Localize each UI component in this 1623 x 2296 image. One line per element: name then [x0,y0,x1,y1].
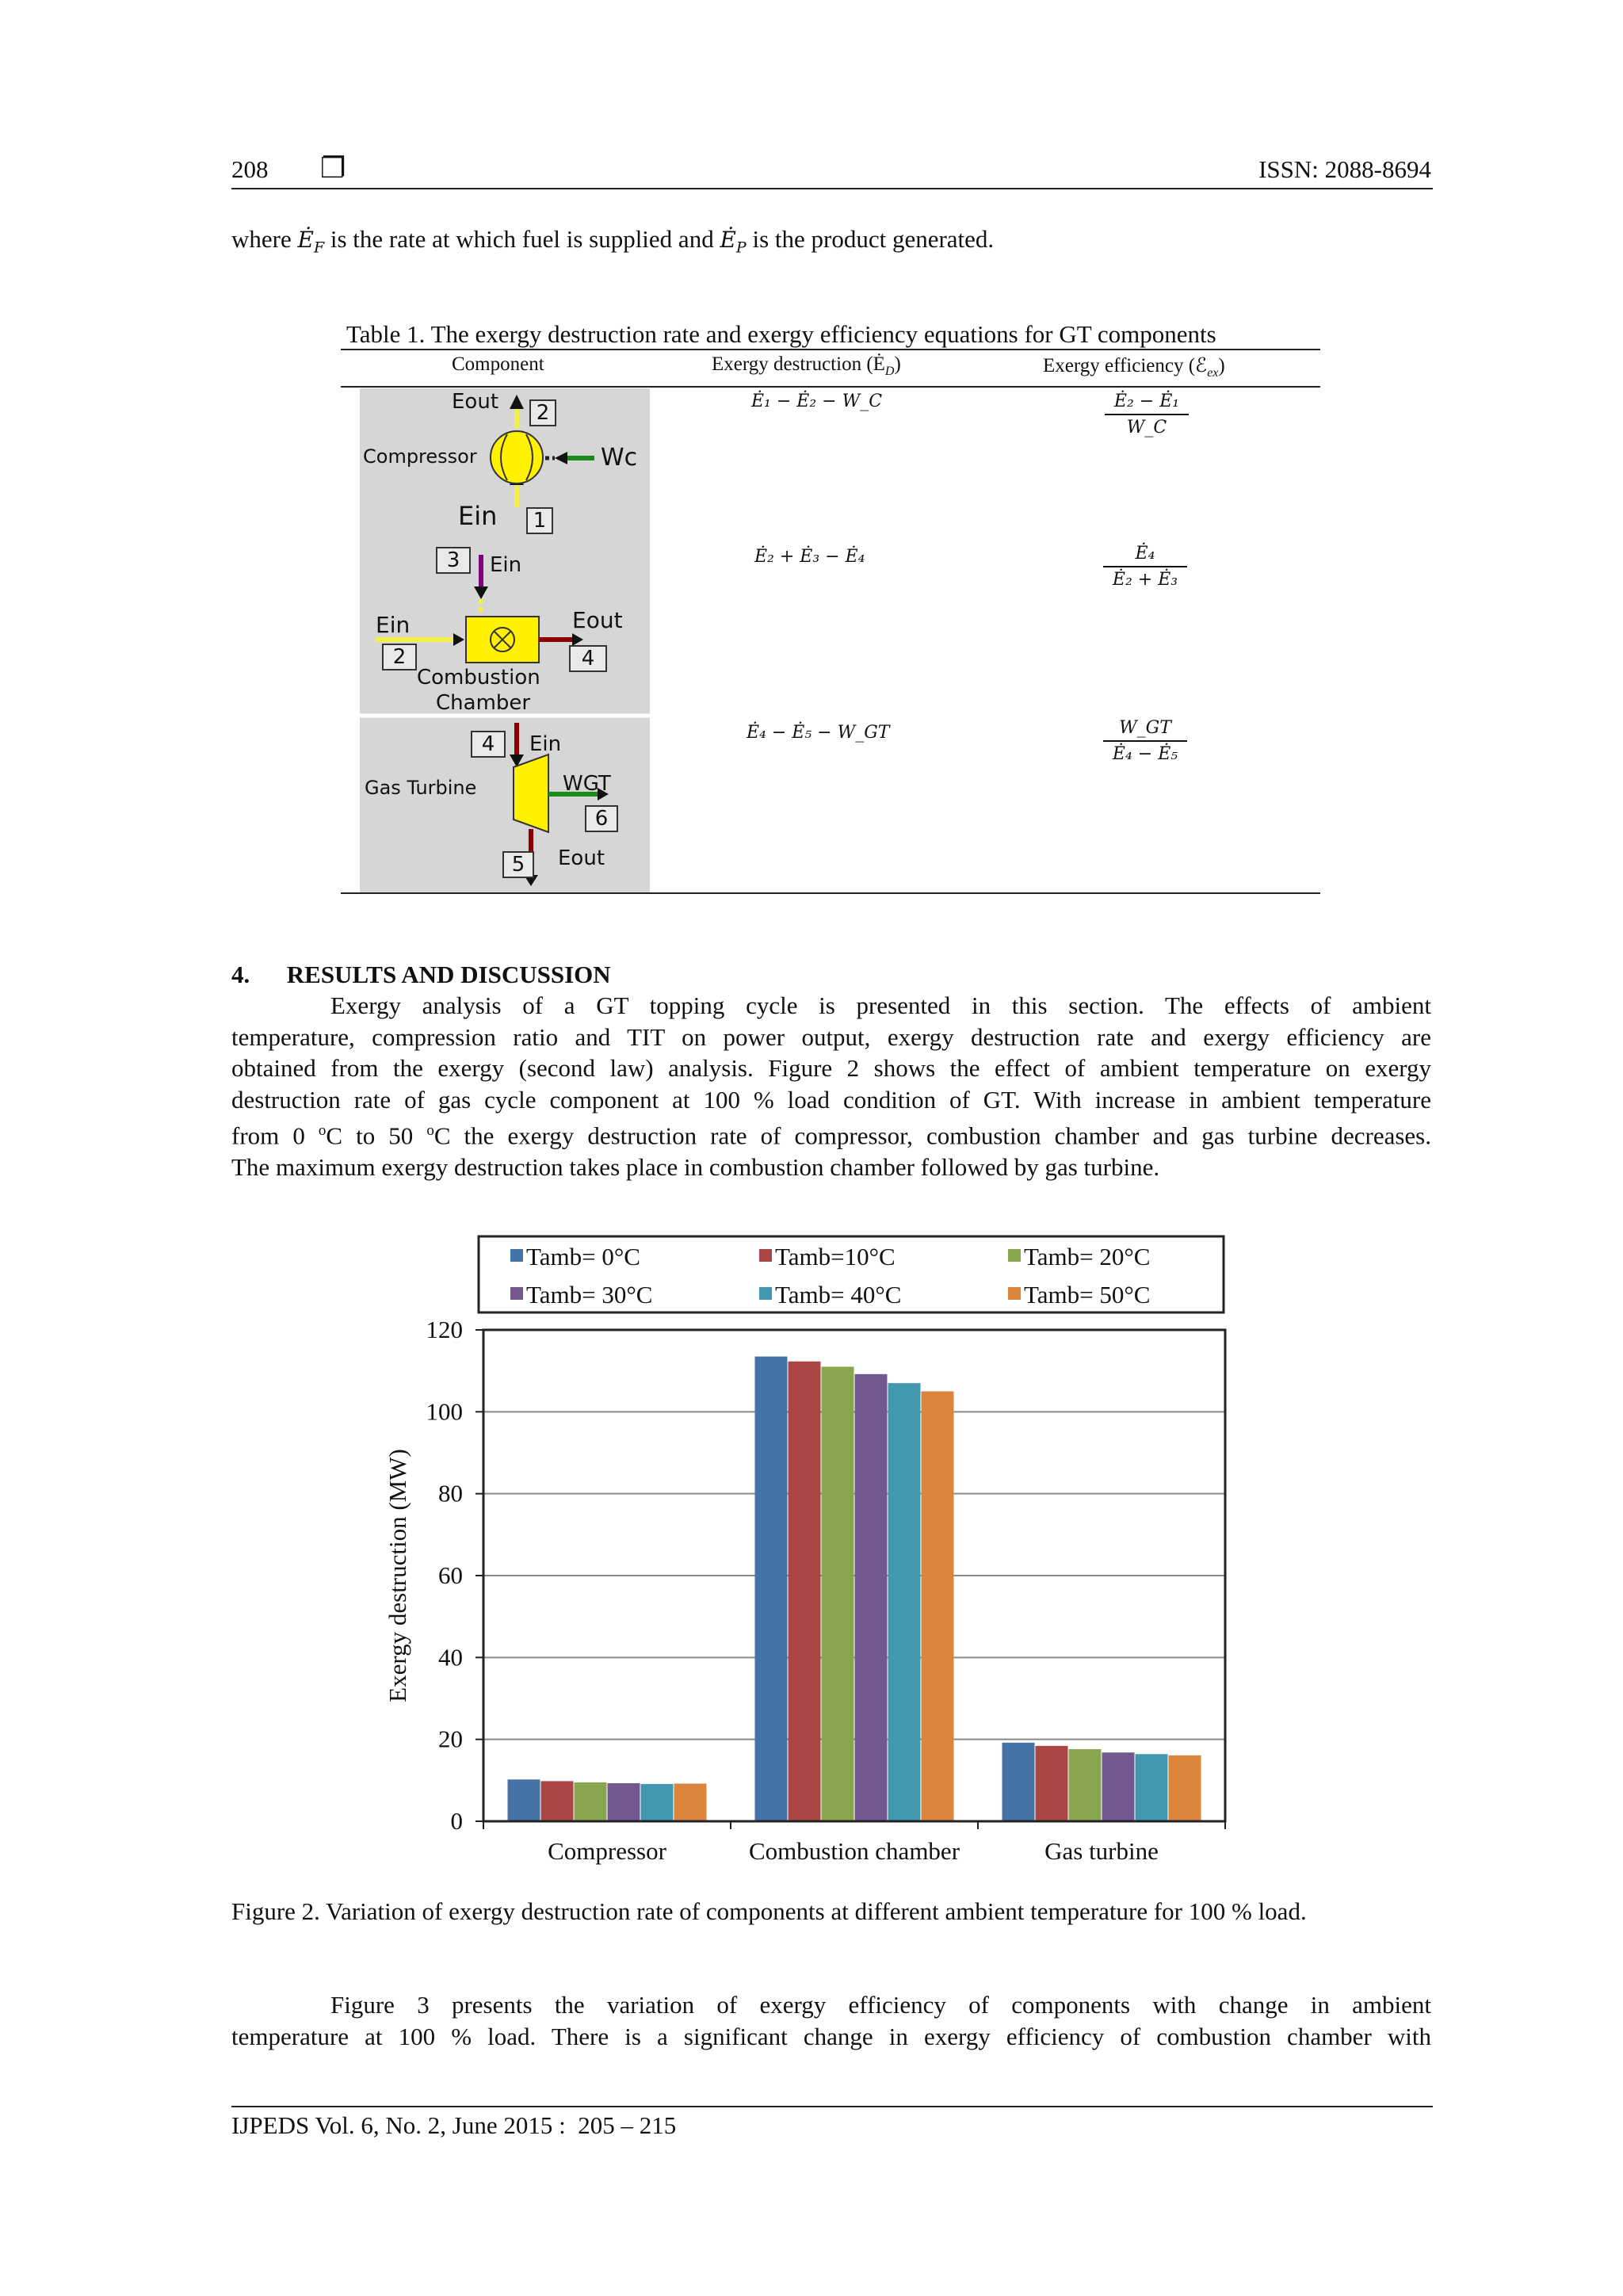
y-tick-label: 100 [426,1397,463,1426]
bar [674,1783,707,1821]
bar [789,1362,821,1821]
bar [508,1779,540,1821]
label-wgt: WGT [563,772,611,796]
legend-swatch [759,1249,772,1262]
bar [755,1357,788,1821]
eq-eff-den-gas-turbine: Ė₄ − Ė₅ [1112,744,1178,764]
figure-caption: Figure 2. Variation of exergy destruction rate of components at different ambient temperature for 100 % load. [231,1897,1307,1925]
category-label: Compressor [548,1837,666,1865]
box-6: 6 [585,805,618,832]
chart-svg [349,1228,1316,1878]
eq-destruction-combustion: Ė₂ + Ė₃ − Ė₄ [754,547,865,567]
intro-text-1: where [231,225,298,253]
bar [922,1392,954,1822]
label-chamber: Chamber [436,691,531,715]
legend-swatch [510,1249,523,1262]
symbol-ep: Ė [720,227,736,253]
box-glyph-icon: ❐ [320,152,346,185]
box-3: 3 [436,547,471,574]
table-caption: Table 1. The exergy destruction rate and exergy efficiency equations for GT components [346,320,1216,348]
line5-sup1: o [318,1122,327,1139]
eq-eff-num-combustion: Ė₄ [1135,544,1155,563]
label-combustion: Combustion [417,666,540,690]
label-gas-turbine: Gas Turbine [365,777,477,799]
y-tick-label: 60 [438,1561,463,1589]
bar [641,1784,674,1821]
label-compressor: Compressor [363,445,477,468]
section-line-2: temperature, compression ratio and TIT on power output, exergy destruction rate and exergy efficiency are [231,1022,1431,1051]
section-line-3: obtained from the exergy (second law) analysis. Figure 2 shows the effect of ambient temperature on exergy [231,1054,1431,1082]
y-tick-label: 40 [438,1643,463,1671]
header-destruction-text: Exergy destruction (Ė [712,353,885,375]
header-efficiency-text: Exergy efficiency (ℰ [1043,355,1208,376]
bar [541,1781,574,1821]
header-rule [231,188,1433,189]
section-line-4: destruction rate of gas cycle component at 100 % load condition of GT. With increase in ambient temperature [231,1085,1431,1114]
legend-label: Tamb=10°C [775,1243,896,1270]
bar [855,1374,888,1821]
legend-swatch [510,1287,523,1300]
bar [1069,1749,1102,1821]
label-eout-gt: Eout [558,846,605,870]
legend-label: Tamb= 30°C [526,1281,653,1308]
fraction-bar [1103,566,1187,567]
table-header-component: Component [452,353,544,375]
label-ein-compressor: Ein [458,501,498,531]
symbol-ef: Ė [297,227,314,253]
label-eout-compressor: Eout [452,390,499,414]
issn: ISSN: 2088-8694 [1258,155,1431,183]
section-heading: 4. RESULTS AND DISCUSSION [231,961,611,988]
legend-label: Tamb= 0°C [526,1243,640,1270]
label-ein-gt: Ein [529,732,562,756]
para2-line-1: Figure 3 presents the variation of exergy efficiency of components with change in ambient [330,1991,1431,2019]
para2-line-2: temperature at 100 % load. There is a significant change in exergy efficiency of combustion chamber with [231,2022,1431,2050]
legend-label: Tamb= 20°C [1024,1243,1151,1270]
y-tick-label: 80 [438,1479,463,1507]
eq-eff-num-gas-turbine: W_GT [1119,718,1171,738]
bar [1036,1746,1068,1821]
eq-efficiency-combustion [1103,544,1187,590]
y-axis-label: Exergy destruction (MW) [384,1449,411,1702]
line5-b: C to 50 [326,1121,427,1150]
label-eout-cc: Eout [572,607,623,633]
bar [822,1367,854,1822]
eq-eff-den-compressor: W_C [1126,418,1167,437]
symbol-ef-sub: F [313,239,325,257]
legend-swatch [1008,1287,1021,1300]
bar [1136,1754,1168,1821]
legend-label: Tamb= 50°C [1024,1281,1151,1308]
footer-text: IJPEDS Vol. 6, No. 2, June 2015 : 205 – 215 [231,2111,677,2139]
line5-a: from 0 [231,1121,319,1150]
symbol-ep-sub: P [735,239,747,257]
eq-destruction-compressor: Ė₁ − Ė₂ − W_C [751,392,883,411]
bar [1169,1755,1201,1821]
section-line-6: The maximum exergy destruction takes place in combustion chamber followed by gas turbine. [231,1152,1160,1181]
legend-swatch [759,1287,772,1300]
table-header-destruction [712,353,901,379]
bar [1102,1752,1135,1821]
table-header-efficiency [1043,353,1225,380]
eq-efficiency-compressor [1105,392,1189,437]
y-tick-label: 120 [426,1316,463,1343]
intro-text-2: is the rate at which fuel is supplied and [324,225,720,253]
intro-line [231,225,994,257]
label-ein-cc-left: Ein [376,612,411,638]
box-2-left: 2 [382,644,417,670]
header-efficiency-close: ) [1218,355,1225,376]
label-wc: Wc [601,444,638,472]
chart-figure [349,1228,1316,1878]
label-ein-cc-top: Ein [490,553,522,577]
category-label: Gas turbine [1044,1837,1159,1865]
box-4-right: 4 [569,645,607,672]
section-paragraph [231,990,1431,1182]
category-label: Combustion chamber [748,1837,960,1865]
bar [608,1783,640,1821]
paragraph-2 [231,1989,1431,2052]
footer-rule [231,2106,1433,2107]
y-tick-label: 0 [450,1807,463,1835]
bar [888,1383,921,1821]
line5-sup2: o [426,1122,434,1139]
box-5: 5 [502,851,534,878]
eq-destruction-gas-turbine: Ė₄ − Ė₅ − W_GT [747,723,890,743]
box-1: 1 [526,507,553,534]
table-bottom-rule [341,892,1320,894]
box-4-gt: 4 [471,731,506,758]
section-line-5 [231,1115,1431,1152]
header-destruction-sub: D [884,365,895,378]
eq-eff-num-compressor: Ė₂ − Ė₁ [1113,392,1180,411]
component-schematic [360,388,650,892]
eq-efficiency-gas-turbine [1103,718,1187,764]
fraction-bar [1105,414,1189,415]
table-top-rule [341,349,1320,350]
header-destruction-close: ) [894,353,901,375]
section-line-1: Exergy analysis of a GT topping cycle is presented in this section. The effects of ambient [330,991,1431,1019]
fraction-bar [1103,740,1187,742]
header-efficiency-sub: ex [1207,366,1219,380]
box-2-top: 2 [529,399,556,426]
legend-swatch [1008,1249,1021,1262]
table-header-rule [341,386,1320,388]
bar [575,1782,607,1821]
eq-eff-den-combustion: Ė₂ + Ė₃ [1112,570,1178,590]
legend-label: Tamb= 40°C [775,1281,902,1308]
bar [1002,1743,1035,1821]
y-tick-label: 20 [438,1725,463,1753]
page-number: 208 [231,155,269,183]
line5-c: C the exergy destruction rate of compressor, combustion chamber and gas turbine decreases. [433,1121,1431,1150]
intro-text-3: is the product generated. [746,225,995,253]
